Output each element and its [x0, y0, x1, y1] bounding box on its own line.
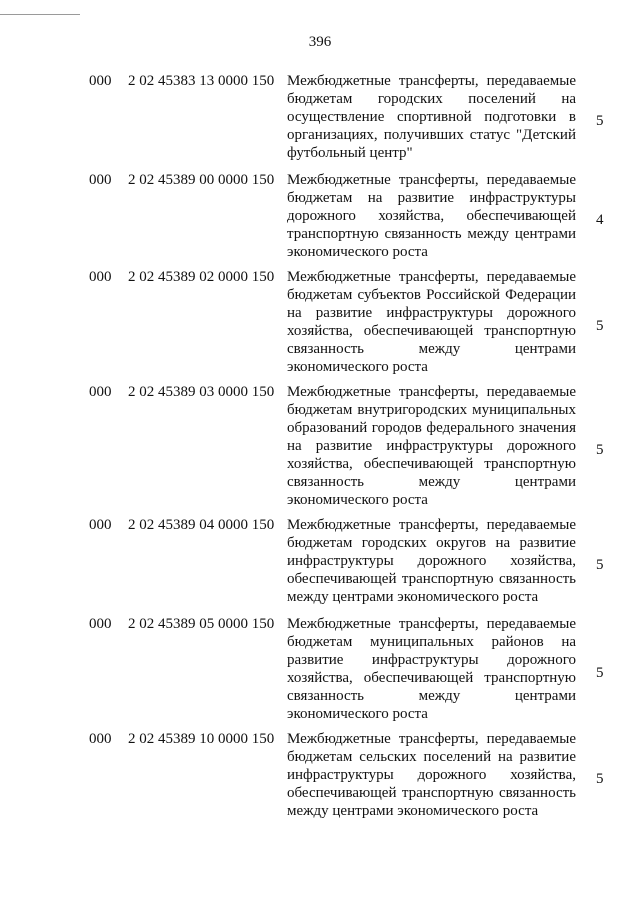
- page-number: 396: [308, 34, 332, 50]
- admin-code: 000: [89, 616, 112, 632]
- description-line: Межбюджетные трансферты, передаваемые: [287, 269, 576, 285]
- description-line: экономического роста: [287, 359, 428, 375]
- classification-code: 2 02 45389 00 0000 150: [128, 172, 275, 188]
- admin-code: 000: [89, 731, 112, 747]
- description-line: инфраструктуры дорожного хозяйства,: [287, 553, 576, 569]
- description-line: Межбюджетные трансферты, передаваемые: [287, 73, 576, 89]
- description-line: на развитие инфраструктуры дорожного: [287, 438, 576, 454]
- description-line: связанность между центрами: [287, 341, 576, 357]
- classification-code: 2 02 45389 02 0000 150: [128, 269, 275, 285]
- row-mark: 5: [596, 665, 604, 681]
- description-line: осуществление спортивной подготовки в: [287, 109, 576, 125]
- description-line: на развитие инфраструктуры дорожного: [287, 305, 576, 321]
- description-line: экономического роста: [287, 706, 428, 722]
- row-description: [287, 72, 576, 162]
- classification-code: 2 02 45383 13 0000 150: [128, 73, 275, 89]
- description-line: между центрами экономического роста: [287, 803, 539, 819]
- admin-code: 000: [89, 269, 112, 285]
- classification-code: 2 02 45389 03 0000 150: [128, 384, 275, 400]
- description-line: между центрами экономического роста: [287, 589, 539, 605]
- description-line: Межбюджетные трансферты, передаваемые: [287, 616, 576, 632]
- row-mark: 5: [596, 771, 604, 787]
- description-line: экономического роста: [287, 492, 428, 508]
- description-line: хозяйства, обеспечивающей транспортную: [287, 456, 576, 472]
- row-description: [287, 171, 576, 261]
- row-description: [287, 268, 576, 376]
- description-line: Межбюджетные трансферты, передаваемые: [287, 384, 576, 400]
- description-line: хозяйства, обеспечивающей транспортную: [287, 323, 576, 339]
- scan-corner-line: [0, 0, 80, 15]
- row-mark: 5: [596, 318, 604, 334]
- description-line: бюджетам внутригородских муниципальных: [287, 402, 576, 418]
- description-line: связанность между центрами: [287, 474, 576, 490]
- description-line: бюджетам на развитие инфраструктуры: [287, 190, 576, 206]
- description-line: обеспечивающей транспортную связанность: [287, 571, 576, 587]
- description-line: экономического роста: [287, 244, 428, 260]
- description-line: хозяйства, обеспечивающей транспортную: [287, 670, 576, 686]
- description-line: обеспечивающей транспортную связанность: [287, 785, 576, 801]
- description-line: инфраструктуры дорожного хозяйства,: [287, 767, 576, 783]
- admin-code: 000: [89, 73, 112, 89]
- row-mark: 5: [596, 113, 604, 129]
- row-mark: 4: [596, 212, 604, 228]
- description-line: бюджетам городских поселений на: [287, 91, 576, 107]
- description-line: дорожного хозяйства, обеспечивающей: [287, 208, 576, 224]
- description-line: бюджетам субъектов Российской Федерации: [287, 287, 576, 303]
- row-description: [287, 516, 576, 606]
- row-description: [287, 615, 576, 723]
- description-line: Межбюджетные трансферты, передаваемые: [287, 731, 576, 747]
- description-line: развитие инфраструктуры дорожного: [287, 652, 576, 668]
- description-line: организациях, получивших статус "Детский: [287, 127, 576, 143]
- row-description: [287, 730, 576, 820]
- description-line: транспортную связанность между центрами: [287, 226, 576, 242]
- classification-code: 2 02 45389 04 0000 150: [128, 517, 275, 533]
- row-description: [287, 383, 576, 509]
- row-mark: 5: [596, 442, 604, 458]
- description-line: футбольный центр": [287, 145, 413, 161]
- classification-code: 2 02 45389 10 0000 150: [128, 731, 275, 747]
- description-line: связанность между центрами: [287, 688, 576, 704]
- description-line: Межбюджетные трансферты, передаваемые: [287, 172, 576, 188]
- description-line: Межбюджетные трансферты, передаваемые: [287, 517, 576, 533]
- classification-code: 2 02 45389 05 0000 150: [128, 616, 275, 632]
- admin-code: 000: [89, 172, 112, 188]
- description-line: бюджетам городских округов на развитие: [287, 535, 576, 551]
- admin-code: 000: [89, 384, 112, 400]
- description-line: бюджетам сельских поселений на развитие: [287, 749, 576, 765]
- description-line: бюджетам муниципальных районов на: [287, 634, 576, 650]
- description-line: образований городов федерального значения: [287, 420, 576, 436]
- row-mark: 5: [596, 557, 604, 573]
- admin-code: 000: [89, 517, 112, 533]
